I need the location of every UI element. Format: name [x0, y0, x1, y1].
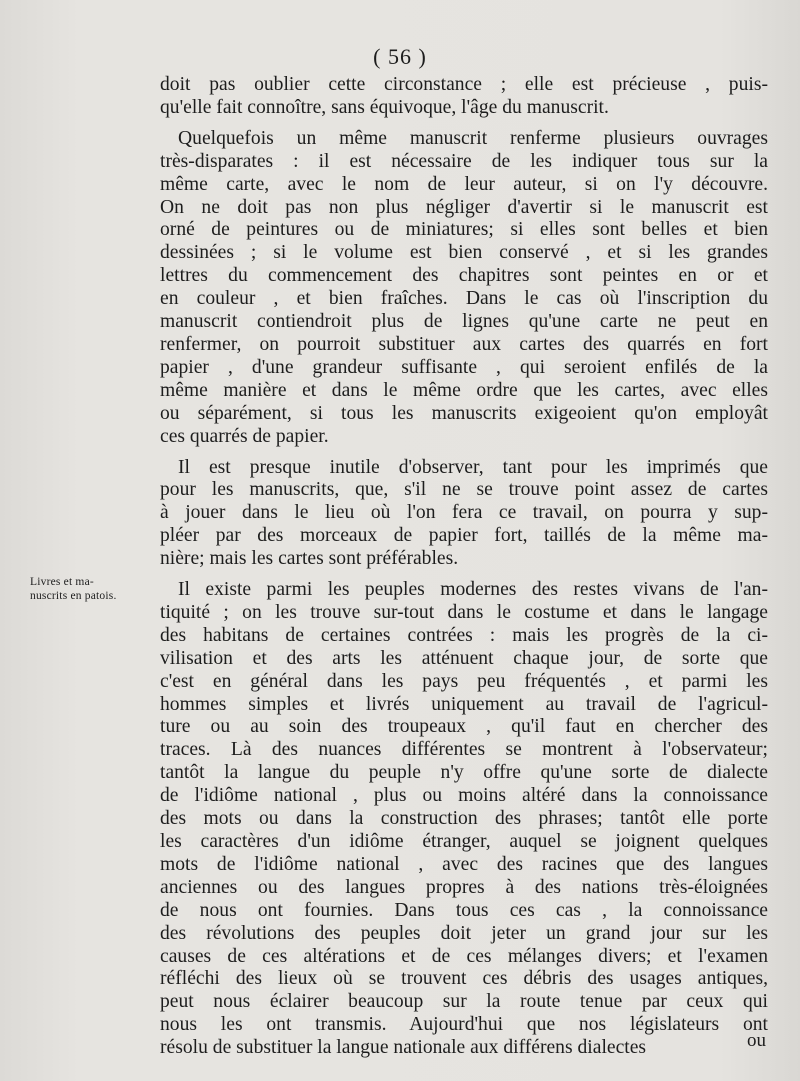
text-line: anciennes ou des langues propres à des nations très-éloignées: [160, 876, 768, 898]
text-line: tantôt la langue du peuple n'y offre qu'une sorte de dialecte: [160, 762, 768, 784]
text-line: qu'elle fait connoître, sans équivoque, l'âge du manuscrit.: [160, 96, 609, 118]
text-line: dessinées ; si le volume est bien conservé , et si les grandes: [160, 242, 768, 264]
text-line: des habitans de certaines contrées : mais les progrès de la ci-: [160, 624, 768, 646]
text-line: doit pas oublier cette circonstance ; elle est précieuse , puis-: [160, 74, 768, 95]
margin-note-line: Livres et ma-: [30, 576, 94, 588]
text-line: hommes simples et livrés uniquement au travail de l'agricul-: [160, 693, 768, 715]
text-line: orné de peintures ou de miniatures; si elles sont belles et bien: [160, 219, 768, 241]
text-line: pour les manuscrits, que, s'il ne se trouve point assez de cartes: [160, 479, 768, 501]
text-line: pléer par des morceaux de papier fort, taillés de la même ma-: [160, 525, 768, 547]
text-line: des révolutions des peuples doit jeter un grand jour sur les: [160, 922, 768, 944]
text-line: ou séparément, si tous les manuscrits exigeoient qu'on employât: [160, 402, 768, 424]
page-number: ( 56 ): [373, 44, 427, 69]
text-line: les caractères d'un idiôme étranger, auquel se joignent quelques: [160, 831, 768, 852]
paragraph: [160, 74, 768, 120]
paragraph: [160, 579, 768, 1060]
text-line: même manière et dans le même ordre que les cartes, avec elles: [160, 379, 768, 401]
text-line: nous les ont transmis. Aujourd'hui que nos législateurs ont: [160, 1014, 768, 1036]
text-line: ture ou au soin des troupeaux , qu'il faut en chercher des: [160, 716, 768, 738]
text-line: On ne doit pas non plus négliger d'avertir si le manuscrit est: [160, 196, 768, 218]
text-line: causes de ces altérations et de ces mélanges divers; et l'examen: [160, 945, 768, 967]
text-line: résolu de substituer la langue nationale aux différens dialectes: [160, 1037, 647, 1059]
catchword: ou: [747, 1030, 766, 1051]
text-line: tiquité ; on les trouve sur-tout dans le costume et dans le langage: [160, 601, 768, 623]
text-line: en couleur , et bien fraîches. Dans le cas où l'inscription du: [160, 288, 768, 310]
margin-note: [30, 575, 155, 603]
text-line: c'est en général dans les pays peu fréquentés , et parmi les: [160, 670, 768, 692]
text-line: réfléchi des lieux où se trouvent ces débris des usages antiques,: [160, 968, 768, 990]
text-line: Il existe parmi les peuples modernes des restes vivans de l'an-: [178, 579, 768, 601]
text-line: ces quarrés de papier.: [160, 425, 329, 447]
margin-note-line: nuscrits en patois.: [30, 590, 117, 602]
text-line: lettres du commencement des chapitres sont peintes en or et: [160, 265, 768, 287]
text-line: très-disparates : il est nécessaire de les indiquer tous sur la: [160, 150, 768, 172]
text-line: à jouer dans le lieu où l'on fera ce travail, on pourra y sup-: [160, 502, 768, 524]
text-line: même carte, avec le nom de leur auteur, si on l'y découvre.: [160, 173, 768, 195]
text-line: Il est presque inutile d'observer, tant pour les imprimés que: [178, 456, 768, 478]
text-line: Quelquefois un même manuscrit renferme plusieurs ouvrages: [178, 127, 768, 149]
text-line: peut nous éclairer beaucoup sur la route tenue par ceux qui: [160, 991, 768, 1013]
paragraph: [160, 128, 768, 449]
text-line: de l'idiôme national , plus ou moins altéré dans la connoissance: [160, 785, 768, 807]
text-line: de nous ont fournies. Dans tous ces cas , la connoissance: [160, 899, 768, 921]
paragraph: [160, 457, 768, 572]
text-line: papier , d'une grandeur suffisante , qui seroient enfilés de la: [160, 356, 768, 378]
text-line: nière; mais les cartes sont préférables.: [160, 548, 459, 570]
text-line: renfermer, on pourroit substituer aux cartes des quarrés en fort: [160, 333, 768, 355]
body-text: [160, 74, 768, 1060]
text-line: manuscrit contiendroit plus de lignes qu'une carte ne peut en: [160, 311, 768, 333]
text-line: traces. Là des nuances différentes se montrent à l'observateur;: [160, 739, 768, 761]
text-line: des mots ou dans la construction des phrases; tantôt elle porte: [160, 808, 768, 830]
text-line: vilisation et des arts les atténuent chaque jour, de sorte que: [160, 647, 768, 669]
text-line: mots de l'idiôme national , avec des racines que des langues: [160, 853, 768, 875]
